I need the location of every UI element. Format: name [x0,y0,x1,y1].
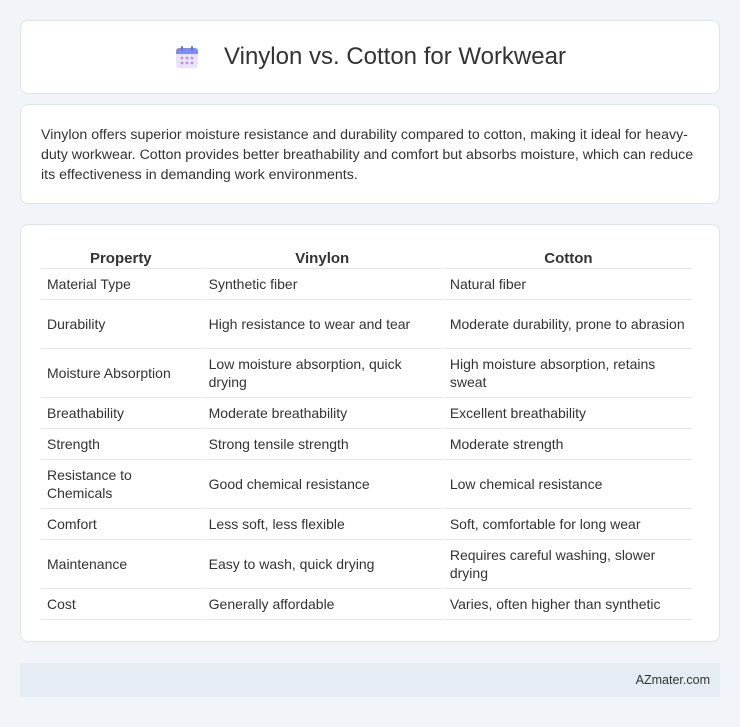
cell-property: Resistance to Chemicals [41,460,201,509]
table-row [41,460,693,509]
summary-text: Vinylon offers superior moisture resistance and durability compared to cotton, making it ideal for heavy-duty workwear. Cotton provides better breathability and comfort but absorbs moisture, which can reduce its effectiveness in demanding work environments. [41,127,694,183]
header-property: Property [41,245,201,269]
cell-property: Cost [41,589,201,620]
title-wrap [174,43,566,71]
cell-cotton: Excellent breathability [444,398,693,429]
cell-property: Material Type [41,269,201,300]
cell-property: Moisture Absorption [41,349,201,398]
comparison-table-card [20,224,720,642]
table-row [41,398,693,429]
cell-cotton: Moderate durability, prone to abrasion [444,300,693,349]
cell-property: Strength [41,429,201,460]
cell-cotton: Moderate strength [444,429,693,460]
cell-cotton: Natural fiber [444,269,693,300]
cell-vinylon: Moderate breathability [203,398,442,429]
cell-vinylon: Easy to wash, quick drying [203,540,442,589]
table-row [41,509,693,540]
table-row [41,589,693,620]
page-title: Vinylon vs. Cotton for Workwear [224,43,566,70]
cell-cotton: Requires careful washing, slower drying [444,540,693,589]
cell-vinylon: Strong tensile strength [203,429,442,460]
calendar-icon [174,44,200,70]
cell-cotton: Varies, often higher than synthetic [444,589,693,620]
cell-cotton: Soft, comfortable for long wear [444,509,693,540]
cell-property: Comfort [41,509,201,540]
table-row [41,429,693,460]
cell-vinylon: Less soft, less flexible [203,509,442,540]
cell-vinylon: Synthetic fiber [203,269,442,300]
table-row [41,300,693,349]
table-row [41,540,693,589]
cell-cotton: Low chemical resistance [444,460,693,509]
cell-cotton: High moisture absorption, retains sweat [444,349,693,398]
footer [20,663,720,697]
cell-vinylon: Generally affordable [203,589,442,620]
header-vinylon: Vinylon [203,245,442,269]
table-row [41,349,693,398]
comparison-table [39,245,695,620]
header-cotton: Cotton [444,245,693,269]
cell-property: Breathability [41,398,201,429]
table-header-row [41,245,693,269]
summary-card [20,104,720,204]
table-row [41,269,693,300]
cell-vinylon: Good chemical resistance [203,460,442,509]
cell-property: Durability [41,300,201,349]
cell-vinylon: High resistance to wear and tear [203,300,442,349]
cell-property: Maintenance [41,540,201,589]
cell-vinylon: Low moisture absorption, quick drying [203,349,442,398]
footer-site-link[interactable]: AZmater.com [635,673,710,687]
title-card [20,20,720,94]
